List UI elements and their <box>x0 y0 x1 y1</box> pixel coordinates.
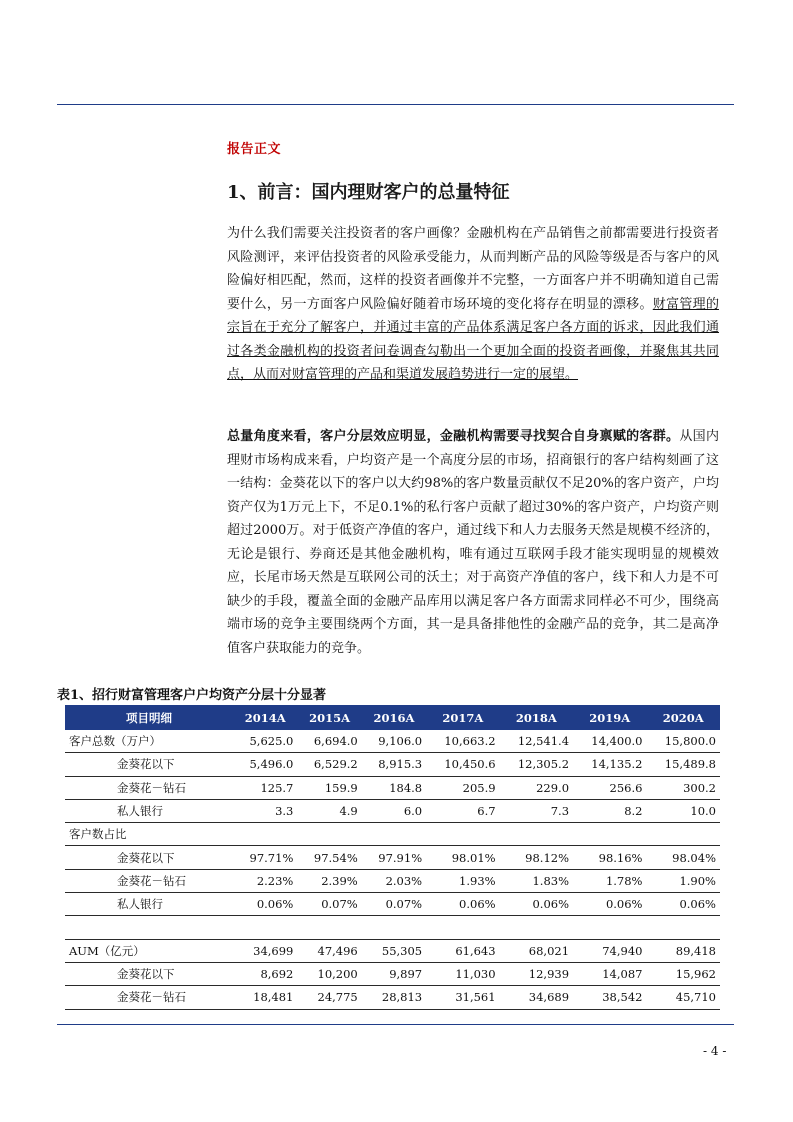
table-cell <box>573 916 646 939</box>
table-cell: 97.71% <box>233 846 297 869</box>
table-cell <box>426 823 499 846</box>
paragraph-intro <box>227 222 719 387</box>
table-cell: 24,775 <box>297 986 361 1009</box>
table-cell: 68,021 <box>500 939 573 962</box>
intro-underlined-text: 财富管理的宗旨在于充分了解客户，并通过丰富的产品体系满足客户各方面的诉求，因此我们通过各类金融机构的投资者问卷调查勾勒出一个更加全面的投资者画像，并聚焦其共同点，从而对财富管理的产品和渠道发展趋势进行一定的展望。 <box>227 296 719 382</box>
table-cell: 4.9 <box>297 799 361 822</box>
table-cell: 61,643 <box>426 939 499 962</box>
table-cell: 55,305 <box>362 939 426 962</box>
table-cell <box>362 916 426 939</box>
table-cell: 0.06% <box>233 893 297 916</box>
table-cell: 0.06% <box>500 893 573 916</box>
table-row <box>65 986 720 1009</box>
table-cell: 28,813 <box>362 986 426 1009</box>
table-cell: 8,915.3 <box>362 753 426 776</box>
header-cell-year: 2017A <box>426 705 499 730</box>
table-cell: 9,897 <box>362 962 426 985</box>
table-cell <box>573 823 646 846</box>
footer-rule <box>57 1024 734 1025</box>
table-cell: 12,541.4 <box>500 730 573 753</box>
table-cell: 1.93% <box>426 869 499 892</box>
table-cell <box>500 823 573 846</box>
table-cell: 9,106.0 <box>362 730 426 753</box>
table-cell: 7.3 <box>500 799 573 822</box>
customer-tier-table <box>65 705 720 1010</box>
table-cell: 0.07% <box>297 893 361 916</box>
table-cell: 97.54% <box>297 846 361 869</box>
row-label: 金葵花以下 <box>65 753 233 776</box>
row-label: 金葵花以下 <box>65 846 233 869</box>
table-cell: 11,030 <box>426 962 499 985</box>
row-label: 客户总数（万户） <box>65 730 233 753</box>
table-cell: 34,689 <box>500 986 573 1009</box>
table-row <box>65 916 720 939</box>
table-cell: 98.01% <box>426 846 499 869</box>
table-cell: 8,692 <box>233 962 297 985</box>
table-cell: 5,496.0 <box>233 753 297 776</box>
table-cell: 74,940 <box>573 939 646 962</box>
table-cell: 34,699 <box>233 939 297 962</box>
table-row <box>65 869 720 892</box>
header-cell-year: 2018A <box>500 705 573 730</box>
table-cell: 98.04% <box>646 846 720 869</box>
row-label: 客户数占比 <box>65 823 233 846</box>
table-cell: 47,496 <box>297 939 361 962</box>
table-cell: 14,135.2 <box>573 753 646 776</box>
table-cell: 15,962 <box>646 962 720 985</box>
page-number: - 4 - <box>703 1044 727 1058</box>
table-cell <box>646 916 720 939</box>
table-cell: 125.7 <box>233 776 297 799</box>
table-cell: 229.0 <box>500 776 573 799</box>
table-cell <box>233 916 297 939</box>
table-row <box>65 939 720 962</box>
table-title: 表1、招行财富管理客户户均资产分层十分显著 <box>57 688 327 703</box>
table-cell: 1.78% <box>573 869 646 892</box>
table-cell: 6.7 <box>426 799 499 822</box>
table-row <box>65 823 720 846</box>
table-cell: 14,400.0 <box>573 730 646 753</box>
table-cell: 14,087 <box>573 962 646 985</box>
table-cell: 10,200 <box>297 962 361 985</box>
row-label: AUM（亿元） <box>65 939 233 962</box>
table-row <box>65 846 720 869</box>
table-cell: 12,305.2 <box>500 753 573 776</box>
table-row <box>65 753 720 776</box>
table-cell: 45,710 <box>646 986 720 1009</box>
table-cell: 15,800.0 <box>646 730 720 753</box>
row-label: 私人银行 <box>65 893 233 916</box>
table-cell: 8.2 <box>573 799 646 822</box>
table-cell: 97.91% <box>362 846 426 869</box>
page-heading: 1、前言：国内理财客户的总量特征 <box>227 182 510 203</box>
table-cell: 98.12% <box>500 846 573 869</box>
table-cell <box>297 823 361 846</box>
table-cell: 1.83% <box>500 869 573 892</box>
row-label: 金葵花－钻石 <box>65 869 233 892</box>
table-cell: 15,489.8 <box>646 753 720 776</box>
total-body-text: 从国内理财市场构成来看，户均资产是一个高度分层的市场，招商银行的客户结构刻画了这一结构：金葵花以下的客户以大约98%的客户数量贡献仅不足20%的客户资产，户均资产仅为1万元上下，不足0.1%的私行客户贡献了超过30%的客户资产，户均资产则超过2000万。对于低资产净值的客户，通过线下和人力去服务天然是规模不经济的，无论是银行、券商还是其他金融机构，唯有通过互联网手段才能实现明显的规模效应，长尾市场天然是互联网公司的沃土；对于高资产净值的客户，线下和人力是不可缺少的手段，覆盖全面的金融产品库用以满足客户各方面需求同样必不可少，围绕高端市场的竞争主要围绕两个方面，其一是具备排他性的金融产品的竞争，其二是高净值客户获取能力的竞争。 <box>227 429 719 656</box>
header-cell-year: 2014A <box>233 705 297 730</box>
table-row <box>65 799 720 822</box>
table-cell: 6,529.2 <box>297 753 361 776</box>
table-cell: 3.3 <box>233 799 297 822</box>
table-cell: 18,481 <box>233 986 297 1009</box>
section-label: 报告正文 <box>227 142 282 157</box>
intro-text: 为什么我们需要关注投资者的客户画像？金融机构在产品销售之前都需要进行投资者风险测评，来评估投资者的风险承受能力，从而判断产品的风险等级是否与客户的风险偏好相匹配，然而，这样的投资者画像并不完整，一方面客户并不明确知道自己需要什么，另一方面客户风险偏好随着市场环境的变化将存在明显的漂移。 <box>227 226 719 312</box>
table-cell: 98.16% <box>573 846 646 869</box>
table-cell: 205.9 <box>426 776 499 799</box>
table-cell <box>233 823 297 846</box>
table-cell: 5,625.0 <box>233 730 297 753</box>
header-cell-year: 2020A <box>646 705 720 730</box>
table-cell <box>646 823 720 846</box>
total-lead-text: 总量角度来看，客户分层效应明显，金融机构需要寻找契合自身禀赋的客群。 <box>227 429 680 444</box>
table-cell: 6.0 <box>362 799 426 822</box>
header-cell-year: 2015A <box>297 705 361 730</box>
table-cell: 184.8 <box>362 776 426 799</box>
table-cell: 0.06% <box>573 893 646 916</box>
table-body <box>65 730 720 1009</box>
table-cell: 10,663.2 <box>426 730 499 753</box>
table-row <box>65 962 720 985</box>
table-row <box>65 893 720 916</box>
row-label <box>65 916 233 939</box>
row-label: 金葵花以下 <box>65 962 233 985</box>
table-cell: 159.9 <box>297 776 361 799</box>
table-cell: 31,561 <box>426 986 499 1009</box>
header-cell-year: 2016A <box>362 705 426 730</box>
paragraph-total <box>227 425 719 660</box>
table-cell: 0.06% <box>646 893 720 916</box>
table-cell: 89,418 <box>646 939 720 962</box>
table-cell <box>297 916 361 939</box>
row-label: 私人银行 <box>65 799 233 822</box>
header-cell-item: 项目明细 <box>65 705 233 730</box>
table-row <box>65 730 720 753</box>
table-cell: 2.39% <box>297 869 361 892</box>
table-cell: 256.6 <box>573 776 646 799</box>
table-header-row <box>65 705 720 730</box>
table-cell <box>426 916 499 939</box>
table-cell <box>500 916 573 939</box>
table-cell: 0.07% <box>362 893 426 916</box>
table-cell: 2.03% <box>362 869 426 892</box>
table-cell: 38,542 <box>573 986 646 1009</box>
row-label: 金葵花－钻石 <box>65 986 233 1009</box>
table-cell: 300.2 <box>646 776 720 799</box>
header-cell-year: 2019A <box>573 705 646 730</box>
table-cell: 0.06% <box>426 893 499 916</box>
table-cell: 2.23% <box>233 869 297 892</box>
table-cell: 1.90% <box>646 869 720 892</box>
table-cell: 10,450.6 <box>426 753 499 776</box>
table-cell <box>362 823 426 846</box>
row-label: 金葵花－钻石 <box>65 776 233 799</box>
table-cell: 12,939 <box>500 962 573 985</box>
table-cell: 6,694.0 <box>297 730 361 753</box>
header-rule <box>57 104 734 105</box>
table-row <box>65 776 720 799</box>
table-cell: 10.0 <box>646 799 720 822</box>
